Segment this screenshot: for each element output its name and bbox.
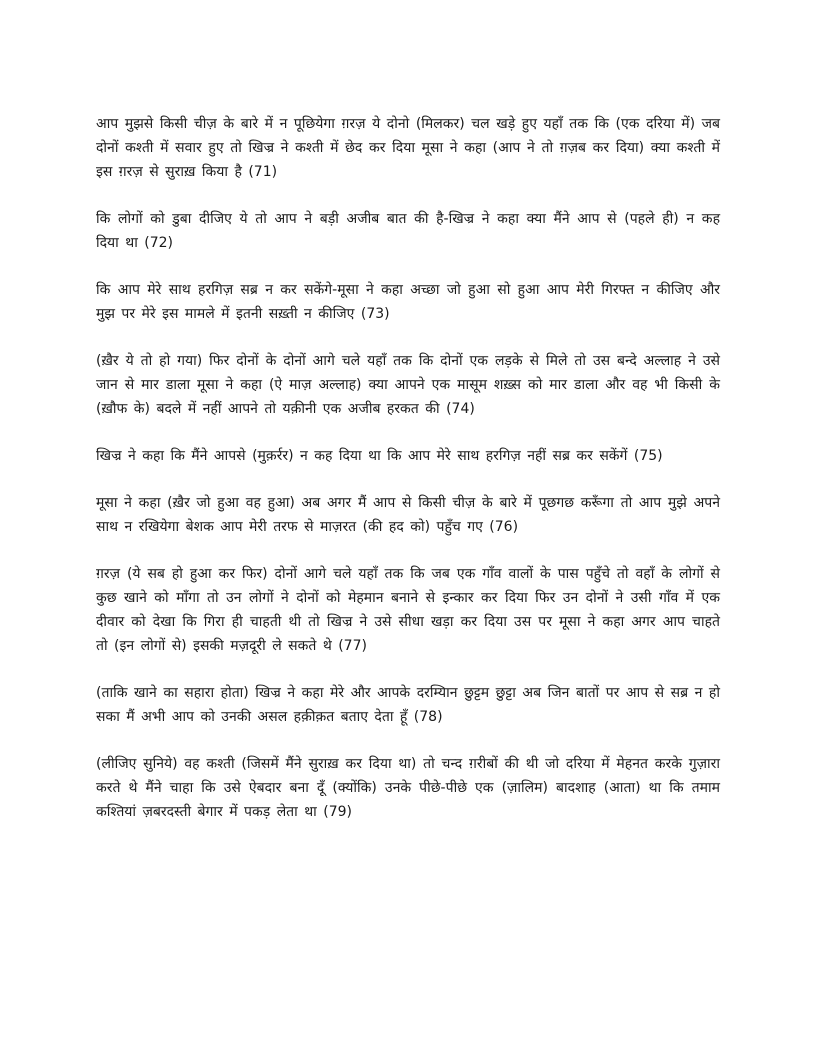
paragraph-verse-76: मूसा ने कहा (ख़ैर जो हुआ वह हुआ) अब अगर मैं आप से किसी चीज़ के बारे में पूछगछ करूँगा तो आप मुझे अपने साथ न रखियेगा बेशक आप मेरी तरफ से माज़रत (की हद को) पहुँच गए (76) [96, 495, 720, 535]
document-page [96, 112, 720, 847]
paragraph-verse-78: (ताकि खाने का सहारा होता) खिज्र ने कहा मेरे और आपके दरम्यिान छुट्टम छुट्टा अब जिन बातों पर आप से सब्र न हो सका मैं अभी आप को उनकी असल हक़ीक़त बताए देता हूँ (78) [96, 685, 720, 725]
paragraph-verse-72: कि लोगों को डुबा दीजिए ये तो आप ने बड़ी अजीब बात की है-खिज्र ने कहा क्या मैंने आप से (पहले ही) न कह दिया था (72) [96, 211, 720, 251]
paragraph-verse-74: (ख़ैर ये तो हो गया) फिर दोनों के दोनों आगे चले यहाँ तक कि दोनों एक लड़के से मिले तो उस बन्दे अल्लाह ने उसे जान से मार डाला मूसा ने कहा (ऐ माज़ अल्लाह) क्या आपने एक मासूम शख़्स को मार डाला और वह भी किसी के (ख़ौफ के) बदले में नहीं आपने तो यक़ीनी एक अजीब हरकत की (74) [96, 353, 720, 417]
paragraph-verse-77: ग़रज़ (ये सब हो हुआ कर फिर) दोनों आगे चले यहाँ तक कि जब एक गाँव वालों के पास पहुँचे तो वहाँ के लोगों से कुछ खाने को माँगा तो उन लोगों ने दोनों को मेहमान बनाने से इन्कार कर दिया फिर उन दोनों ने उसी गाँव में एक दीवार को देखा कि गिरा ही चाहती थी तो खिज्र ने उसे सीधा खड़ा कर दिया उस पर मूसा ने कहा अगर आप चाहते तो (इन लोगों से) इसकी मज़दूरी ले सकते थे (77) [96, 566, 720, 654]
paragraph-verse-71: आप मुझसे किसी चीज़ के बारे में न पूछियेगा ग़रज़ ये दोनो (मिलकर) चल खड़े हुए यहाँ तक कि (एक दरिया में) जब दोनों कश्ती में सवार हुए तो खिज्र ने कश्ती में छेद कर दिया मूसा ने कहा (आप ने तो ग़ज़ब कर दिया) क्या कश्ती में इस ग़रज़ से सुराख़ किया है (71) [96, 116, 720, 180]
paragraph-verse-75: खिज्र ने कहा कि मैंने आपसे (मुक़र्रर) न कह दिया था कि आप मेरे साथ हरगिज़ नहीं सब्र कर सकेंगें (75) [96, 448, 663, 464]
paragraph-verse-79: (लीजिए सुनिये) वह कश्ती (जिसमें मैंने सुराख़ कर दिया था) तो चन्द ग़रीबों की थी जो दरिया में मेहनत करके गुज़ारा करते थे मैंने चाहा कि उसे ऐबदार बना दूँ (क्योंकि) उनके पीछे-पीछे एक (ज़ालिम) बादशाह (आता) था कि तमाम कश्तियां ज़बरदस्ती बेगार में पकड़ लेता था (79) [96, 756, 720, 820]
paragraph-verse-73: कि आप मेरे साथ हरगिज़ सब्र न कर सकेंगे-मूसा ने कहा अच्छा जो हुआ सो हुआ आप मेरी गिरफ्त न कीजिए और मुझ पर मेरे इस मामले में इतनी सख़्ती न कीजिए (73) [96, 282, 720, 322]
